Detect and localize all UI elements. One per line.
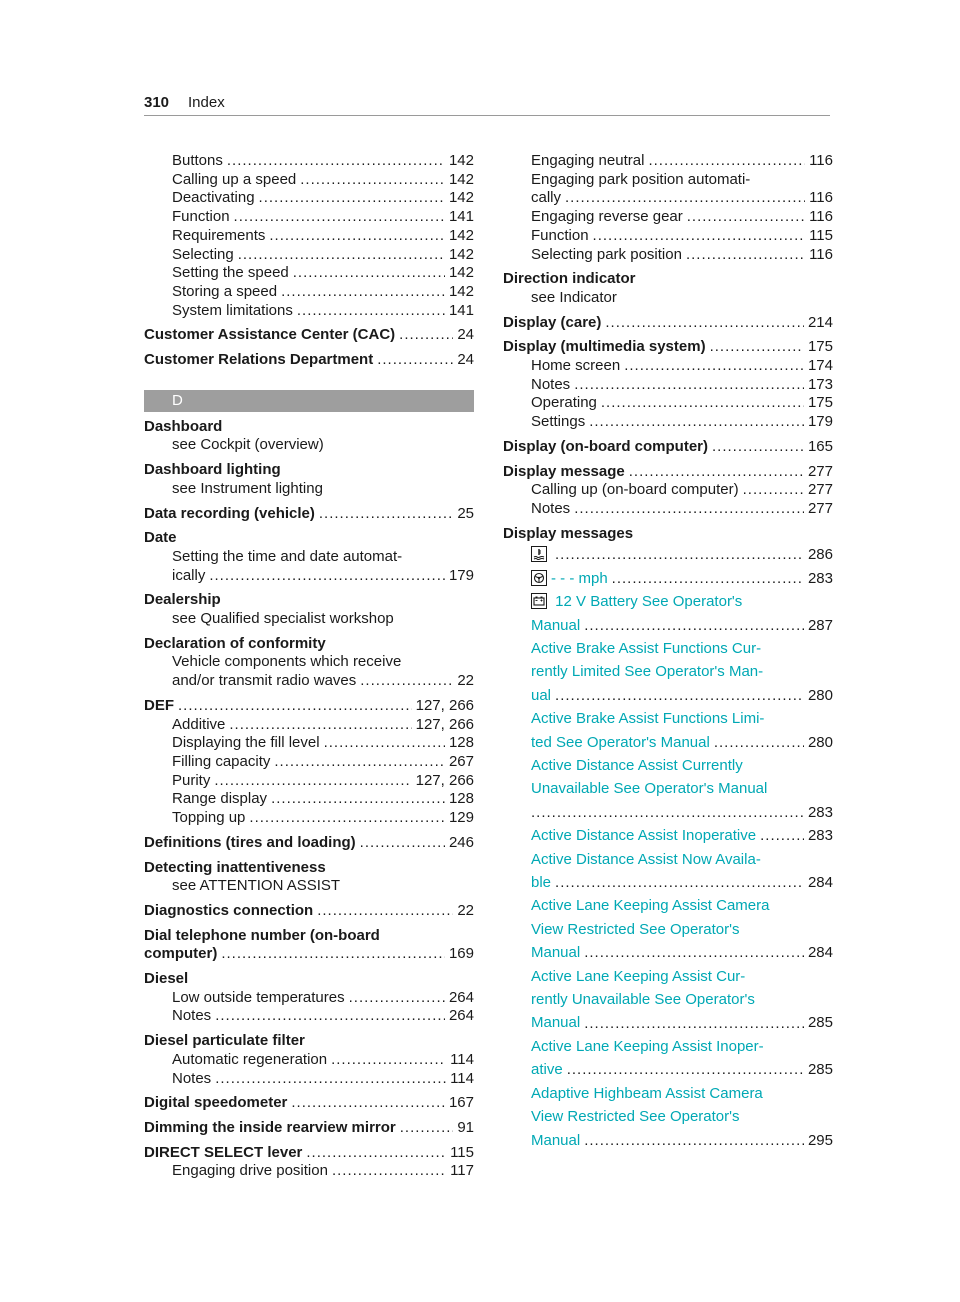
index-entry-crd[interactable]: Customer Relations Department ..... 24 [144, 351, 474, 370]
battery-icon [531, 593, 547, 609]
index-subentry[interactable]: Topping up ..... 129 [144, 809, 474, 828]
index-subentry[interactable]: Vehicle components which receive [172, 653, 402, 671]
index-subentry[interactable]: View Restricted See Operator's [531, 1108, 740, 1126]
index-subentry[interactable]: rently Limited See Operator's Man- [531, 663, 764, 681]
index-entry-direction[interactable]: Direction indicator [503, 270, 636, 288]
index-subentry[interactable]: Engaging park position automati- [531, 170, 751, 188]
index-subentry[interactable]: Manual ..... 287 [503, 614, 833, 637]
index-subentry[interactable]: Notes ..... 114 [144, 1070, 474, 1089]
index-entry-display-obc[interactable]: Display (on-board computer) ..... 165 [503, 438, 833, 457]
index-subentry[interactable]: Active Lane Keeping Assist Inoper- [531, 1037, 764, 1055]
index-entry-display-msg[interactable]: Display message ..... 277 [503, 463, 833, 482]
index-subentry[interactable]: and/or transmit radio waves ..... 22 [144, 672, 474, 691]
index-subentry[interactable]: Unavailable See Operator's Manual [531, 780, 768, 798]
index-entry-dealership[interactable]: Dealership [144, 591, 221, 609]
index-entry-digital[interactable]: Digital speedometer ..... 167 [144, 1094, 474, 1113]
index-subentry[interactable]: Manual ..... 285 [503, 1011, 833, 1034]
index-subentry[interactable]: Active Distance Assist Currently [531, 757, 743, 775]
index-subentry[interactable]: ically ..... 179 [144, 567, 474, 586]
index-entry-detecting[interactable]: Detecting inattentiveness [144, 858, 326, 876]
index-entry-dimming[interactable]: Dimming the inside rearview mirror ..... 91 [144, 1119, 474, 1138]
index-subentry[interactable]: Notes ..... 264 [144, 1007, 474, 1026]
index-subentry[interactable]: Manual ..... 284 [503, 941, 833, 964]
index-subentry[interactable]: Calling up (on-board computer) ..... 277 [503, 481, 833, 500]
index-subentry[interactable]: rently Unavailable See Operator's [531, 991, 755, 1009]
index-entry-dashboard-lighting[interactable]: Dashboard lighting [144, 461, 281, 479]
index-subentry[interactable]: see Instrument lighting [172, 479, 323, 497]
coolant-temperature-icon [531, 546, 547, 562]
index-subentry[interactable]: Range display ..... 128 [144, 790, 474, 809]
index-subentry[interactable]: Low outside temperatures ..... 264 [144, 989, 474, 1008]
index-subentry[interactable]: ative ..... 285 [503, 1058, 833, 1081]
index-subentry[interactable]: Deactivating ..... 142 [144, 189, 474, 208]
index-subentry[interactable]: Selecting park position ..... 116 [503, 246, 833, 265]
index-subentry[interactable]: Active Brake Assist Functions Limi- [531, 710, 765, 728]
index-subentry[interactable]: Setting the time and date automat- [172, 547, 403, 565]
header-rule [144, 115, 830, 116]
index-subentry[interactable]: Filling capacity ..... 267 [144, 753, 474, 772]
index-subentry[interactable]: Notes ..... 277 [503, 500, 833, 519]
index-subentry[interactable]: ..... 283 [503, 801, 833, 824]
index-entry-diagnostics[interactable]: Diagnostics connection ..... 22 [144, 902, 474, 921]
index-column-right [503, 152, 833, 1152]
index-subentry-battery[interactable]: 12 V Battery See Operator's [503, 590, 833, 613]
steering-speed-icon [531, 570, 547, 586]
index-subentry[interactable]: Adaptive Highbeam Assist Camera [531, 1084, 763, 1102]
index-entry-date[interactable]: Date [144, 529, 177, 547]
section-letter-bar: D [144, 390, 474, 412]
page-number: 310 [144, 94, 170, 111]
index-subentry[interactable]: Active Brake Assist Functions Cur- [531, 639, 762, 657]
index-subentry[interactable]: ted See Operator's Manual ..... 280 [503, 731, 833, 754]
index-subentry[interactable]: Manual ..... 295 [503, 1129, 833, 1152]
index-entry-def[interactable]: DEF ..... 127, 266 [144, 697, 474, 716]
index-subentry[interactable]: Notes ..... 173 [503, 376, 833, 395]
index-entry-cac[interactable]: Customer Assistance Center (CAC) ..... 24 [144, 326, 474, 345]
index-subentry[interactable]: Setting the speed ..... 142 [144, 264, 474, 283]
index-subentry[interactable]: Operating ..... 175 [503, 394, 833, 413]
index-subentry[interactable]: Settings ..... 179 [503, 413, 833, 432]
index-column-left [144, 152, 474, 1181]
index-subentry[interactable]: Engaging drive position ..... 117 [144, 1162, 474, 1181]
index-entry-dashboard[interactable]: Dashboard [144, 417, 223, 435]
index-entry-dial-cont[interactable]: computer) ..... 169 [144, 945, 474, 964]
index-subentry-coolant[interactable]: ..... 286 [503, 543, 833, 566]
index-subentry[interactable]: ual ..... 280 [503, 684, 833, 707]
index-subentry[interactable]: Storing a speed ..... 142 [144, 283, 474, 302]
index-subentry[interactable]: Purity ..... 127, 266 [144, 772, 474, 791]
index-entry-dial[interactable]: Dial telephone number (on-board [144, 926, 380, 944]
index-subentry[interactable]: see Indicator [531, 288, 617, 306]
index-subentry[interactable]: see ATTENTION ASSIST [172, 877, 341, 895]
index-entry-direct[interactable]: DIRECT SELECT lever ..... 115 [144, 1144, 474, 1163]
index-subentry[interactable]: Active Distance Assist Inoperative ..... 283 [503, 824, 833, 847]
index-subentry[interactable]: View Restricted See Operator's [531, 920, 740, 938]
index-subentry[interactable]: Displaying the fill level ..... 128 [144, 734, 474, 753]
index-subentry[interactable]: Buttons ..... 142 [144, 152, 474, 171]
index-entry-declaration[interactable]: Declaration of conformity [144, 634, 326, 652]
index-subentry[interactable]: cally ..... 116 [503, 189, 833, 208]
index-subentry[interactable]: Selecting ..... 142 [144, 246, 474, 265]
index-subentry[interactable]: Requirements ..... 142 [144, 227, 474, 246]
index-entry-definitions[interactable]: Definitions (tires and loading) ..... 246 [144, 834, 474, 853]
index-subentry[interactable]: Calling up a speed ..... 142 [144, 171, 474, 190]
index-subentry[interactable]: Active Lane Keeping Assist Camera [531, 897, 770, 915]
index-subentry[interactable]: Function ..... 115 [503, 227, 833, 246]
index-subentry[interactable]: ble ..... 284 [503, 871, 833, 894]
index-subentry[interactable]: Additive ..... 127, 266 [144, 716, 474, 735]
index-subentry[interactable]: see Qualified specialist workshop [172, 610, 394, 628]
page-header [144, 94, 830, 116]
index-entry-data-recording[interactable]: Data recording (vehicle) ..... 25 [144, 505, 474, 524]
index-entry-dpf[interactable]: Diesel particulate filter [144, 1032, 305, 1050]
index-subentry[interactable]: Home screen ..... 174 [503, 357, 833, 376]
index-subentry[interactable]: Active Distance Assist Now Availa- [531, 850, 761, 868]
index-subentry[interactable]: Engaging reverse gear ..... 116 [503, 208, 833, 227]
index-subentry[interactable]: Function ..... 141 [144, 208, 474, 227]
index-subentry[interactable]: see Cockpit (overview) [172, 436, 324, 454]
index-subentry[interactable]: Engaging neutral ..... 116 [503, 152, 833, 171]
index-subentry-speed-limit[interactable]: - - - mph ..... 283 [503, 567, 833, 590]
index-entry-display-msgs[interactable]: Display messages [503, 524, 634, 542]
page-title: Index [188, 94, 225, 111]
index-entry-display-care[interactable]: Display (care) ..... 214 [503, 314, 833, 333]
index-subentry[interactable]: Automatic regeneration ..... 114 [144, 1051, 474, 1070]
index-subentry[interactable]: Active Lane Keeping Assist Cur- [531, 967, 746, 985]
index-subentry[interactable]: System limitations ..... 141 [144, 302, 474, 321]
index-entry-display-mm[interactable]: Display (multimedia system) ..... 175 [503, 338, 833, 357]
index-entry-diesel[interactable]: Diesel [144, 970, 189, 988]
